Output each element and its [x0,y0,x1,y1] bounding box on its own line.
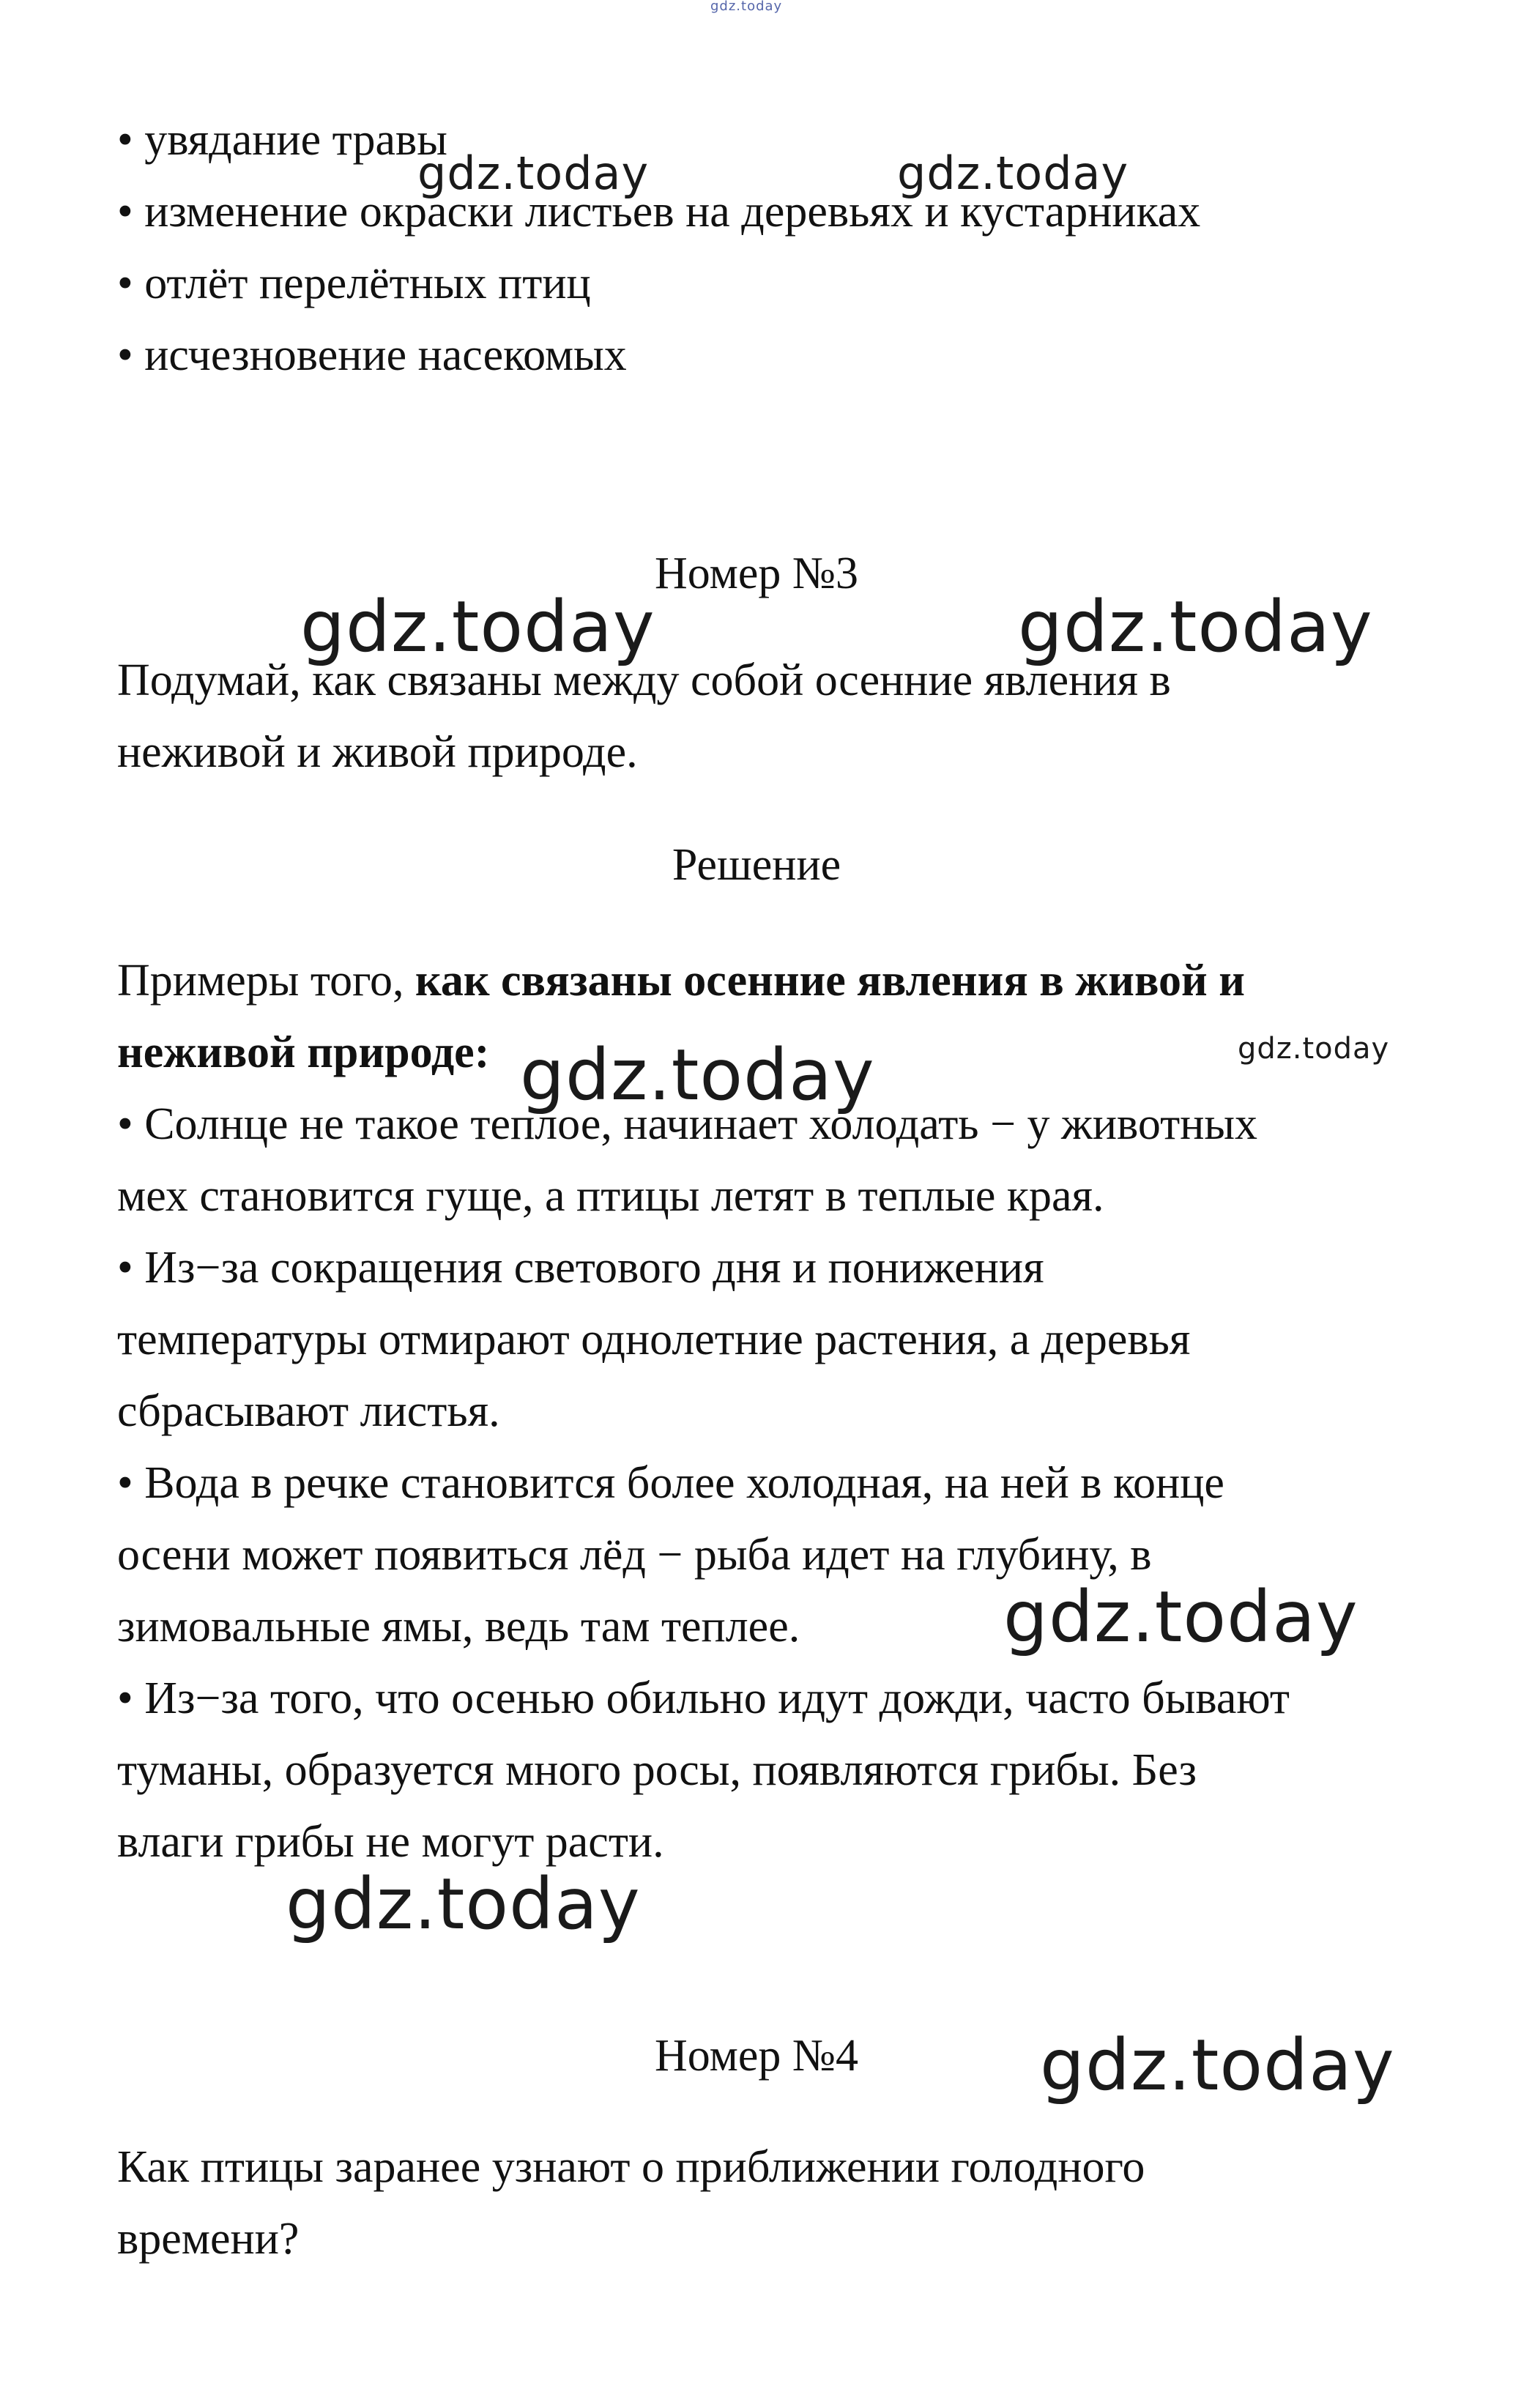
watermark-text: gdz.today [417,146,650,200]
solution-intro-plain: Примеры того, [117,956,416,1006]
solution-line: • Вода в речке становится более холодная, на ней в конце [117,1458,1224,1508]
solution-line: зимовальные ямы, ведь там теплее. [117,1602,800,1651]
bullet-item: • увядание травы [117,115,447,165]
solution-line: • Из−за сокращения светового дня и понижения [117,1243,1044,1293]
bullet-item: • исчезновение насекомых [117,330,627,380]
watermark-text: gdz.today [286,1863,641,1945]
solution-intro-bold: как связаны осенние явления в живой и [415,956,1245,1006]
solution-line: осени может появиться лёд − рыба идет на глубину, в [117,1530,1152,1580]
task-4-heading: Номер №4 [654,2031,858,2081]
task-3-question-line: неживой и живой природе. [117,727,638,777]
bullet-item: • отлёт перелётных птиц [117,259,591,308]
task-4-question-line: времени? [117,2214,300,2264]
solution-line: • Солнце не такое теплое, начинает холодать − у животных [117,1099,1258,1149]
solution-line: туманы, образуется много росы, появляются грибы. Без [117,1745,1197,1795]
solution-line: температуры отмирают однолетние растения, а деревья [117,1315,1191,1364]
watermark-text: gdz.today [1040,2024,1395,2106]
watermark-text: gdz.today [520,1034,875,1116]
task-3-heading: Номер №3 [654,549,858,598]
solution-line: • Из−за того, что осенью обильно идут дожди, часто бывают [117,1673,1290,1723]
task-4-question-line: Как птицы заранее узнают о приближении голодного [117,2142,1145,2192]
watermark-text: gdz.today [300,586,655,668]
solution-line: влаги грибы не могут расти. [117,1817,664,1867]
solution-intro [117,956,1245,1006]
watermark-text: gdz.today [897,146,1129,200]
task-3-question-line: Подумай, как связаны между собой осенние явления в [117,655,1171,705]
solution-heading: Решение [672,840,841,890]
solution-line: сбрасывают листья. [117,1386,500,1436]
watermark-text: gdz.today [1238,1032,1390,1066]
solution-line: мех становится гуще, а птицы летят в теплые края. [117,1171,1104,1221]
watermark-text: gdz.today [1018,586,1373,668]
solution-intro-bold-line: неживой природе: [117,1028,490,1077]
bullet-item: • изменение окраски листьев на деревьях и кустарниках [117,187,1201,237]
watermark-text: gdz.today [1003,1576,1358,1658]
watermark-text: gdz.today [710,0,783,14]
